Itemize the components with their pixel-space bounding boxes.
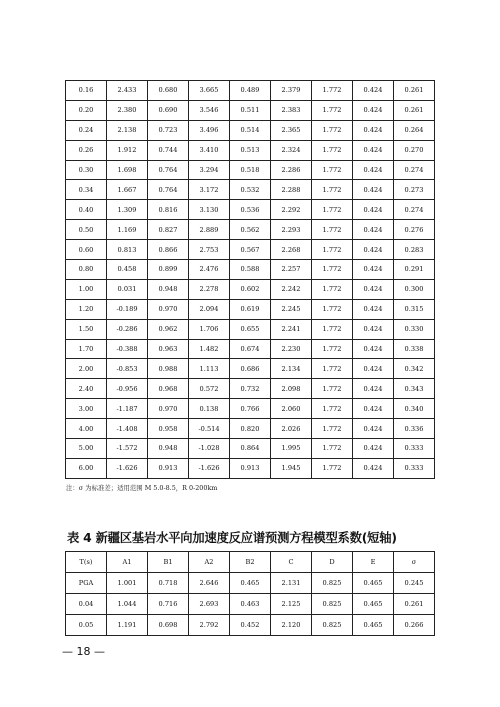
table-cell: 6.00 — [66, 458, 107, 478]
table-cell: 2.241 — [271, 319, 312, 339]
table-cell: 0.340 — [394, 399, 435, 419]
table-cell: 0.24 — [66, 120, 107, 140]
header-sigma: σ — [394, 552, 435, 573]
table-row — [66, 100, 435, 120]
table-row — [66, 359, 435, 379]
header-d: D — [312, 552, 353, 573]
table-row — [66, 279, 435, 299]
table-cell: 0.465 — [353, 573, 394, 594]
table-cell: 1.044 — [107, 594, 148, 615]
table-cell: 0.827 — [148, 220, 189, 240]
table-cell: 0.424 — [353, 439, 394, 459]
table-row — [66, 220, 435, 240]
table-cell: 0.315 — [394, 299, 435, 319]
table-cell: 0.424 — [353, 359, 394, 379]
table-cell: 1.772 — [312, 279, 353, 299]
table-cell: 0.343 — [394, 379, 435, 399]
table-cell: 0.913 — [148, 458, 189, 478]
table-cell: 0.813 — [107, 240, 148, 260]
table-cell: 2.098 — [271, 379, 312, 399]
table-cell: 2.293 — [271, 220, 312, 240]
table-cell: 0.50 — [66, 220, 107, 240]
table-cell: 0.458 — [107, 260, 148, 280]
table-cell: 0.766 — [230, 399, 271, 419]
table-cell: 1.912 — [107, 140, 148, 160]
table-cell: 0.716 — [148, 594, 189, 615]
table-cell: 0.866 — [148, 240, 189, 260]
table-cell: 2.365 — [271, 120, 312, 140]
table-cell: 2.693 — [189, 594, 230, 615]
table-cell: 1.482 — [189, 339, 230, 359]
table-cell: 3.00 — [66, 399, 107, 419]
table-cell: 2.131 — [271, 573, 312, 594]
table-cell: 0.20 — [66, 100, 107, 120]
table-cell: 2.060 — [271, 399, 312, 419]
table-row — [66, 200, 435, 220]
table-cell: 0.270 — [394, 140, 435, 160]
table-cell: 0.266 — [394, 615, 435, 636]
table-cell: 2.242 — [271, 279, 312, 299]
table-cell: 2.138 — [107, 120, 148, 140]
table-row — [66, 379, 435, 399]
table-row — [66, 573, 435, 594]
table-cell: 2.380 — [107, 100, 148, 120]
table-cell: -1.187 — [107, 399, 148, 419]
table-cell: 3.410 — [189, 140, 230, 160]
table-cell: 0.536 — [230, 200, 271, 220]
table-cell: 0.424 — [353, 200, 394, 220]
table-cell: 0.26 — [66, 140, 107, 160]
page-number: — 18 — — [62, 645, 105, 658]
table-cell: 2.286 — [271, 160, 312, 180]
table-cell: 2.134 — [271, 359, 312, 379]
table-cell: 0.899 — [148, 260, 189, 280]
table-cell: 1.772 — [312, 319, 353, 339]
table-cell: -0.514 — [189, 419, 230, 439]
table-cell: 0.333 — [394, 439, 435, 459]
table-row — [66, 260, 435, 280]
table-cell: 2.476 — [189, 260, 230, 280]
table-cell: 1.772 — [312, 180, 353, 200]
table-cell: 0.424 — [353, 279, 394, 299]
table-cell: 0.424 — [353, 399, 394, 419]
table-cell: 0.424 — [353, 260, 394, 280]
header-e: E — [353, 552, 394, 573]
table-cell: 1.706 — [189, 319, 230, 339]
table-cell: -1.408 — [107, 419, 148, 439]
table-cell: 1.772 — [312, 140, 353, 160]
table-cell: 3.130 — [189, 200, 230, 220]
table-cell: 1.772 — [312, 200, 353, 220]
table-cell: 1.772 — [312, 359, 353, 379]
table-cell: 1.772 — [312, 100, 353, 120]
table-cell: 2.288 — [271, 180, 312, 200]
table-cell: 0.567 — [230, 240, 271, 260]
table-cell: 1.698 — [107, 160, 148, 180]
table-cell: 2.889 — [189, 220, 230, 240]
table-cell: 0.342 — [394, 359, 435, 379]
table-cell: 0.424 — [353, 81, 394, 101]
table-row — [66, 594, 435, 615]
table-cell: 0.30 — [66, 160, 107, 180]
header-c: C — [271, 552, 312, 573]
table-cell: 0.424 — [353, 120, 394, 140]
table-row — [66, 140, 435, 160]
table-cell: 1.772 — [312, 81, 353, 101]
table-cell: 1.309 — [107, 200, 148, 220]
table-cell: 0.424 — [353, 379, 394, 399]
table-cell: 0.465 — [353, 594, 394, 615]
table-cell: 2.125 — [271, 594, 312, 615]
table-cell: 0.261 — [394, 100, 435, 120]
table-cell: 0.518 — [230, 160, 271, 180]
table-row — [66, 240, 435, 260]
table-row — [66, 299, 435, 319]
table-cell: 0.723 — [148, 120, 189, 140]
table-row — [66, 419, 435, 439]
table-cell: 0.562 — [230, 220, 271, 240]
table-cell: 0.273 — [394, 180, 435, 200]
table-cell: 0.686 — [230, 359, 271, 379]
table-cell: 0.764 — [148, 180, 189, 200]
table-row — [66, 180, 435, 200]
table-cell: 0.514 — [230, 120, 271, 140]
table-row — [66, 615, 435, 636]
table-cell: 0.511 — [230, 100, 271, 120]
table-cell: 0.333 — [394, 458, 435, 478]
table-cell: 2.646 — [189, 573, 230, 594]
table-row — [66, 399, 435, 419]
table-cell: -0.956 — [107, 379, 148, 399]
table-cell: 0.424 — [353, 339, 394, 359]
table-cell: -0.388 — [107, 339, 148, 359]
table-cell: 0.452 — [230, 615, 271, 636]
table-cell: 1.772 — [312, 439, 353, 459]
header-b2: B2 — [230, 552, 271, 573]
table-cell: 2.292 — [271, 200, 312, 220]
table-cell: 1.995 — [271, 439, 312, 459]
table-cell: 0.948 — [148, 439, 189, 459]
table-row — [66, 339, 435, 359]
table-cell: 1.772 — [312, 299, 353, 319]
table-cell: 1.772 — [312, 339, 353, 359]
table-note: 注：σ 为标准差；适用范围 M 5.0-8.5，R 0-200km — [66, 484, 218, 492]
table-cell: 0.424 — [353, 140, 394, 160]
table-4-header-row — [66, 552, 435, 573]
table-cell: 0.031 — [107, 279, 148, 299]
table-cell: 0.424 — [353, 180, 394, 200]
table-cell: 0.572 — [189, 379, 230, 399]
table-cell: 1.50 — [66, 319, 107, 339]
table-cell: 3.172 — [189, 180, 230, 200]
table-cell: 0.34 — [66, 180, 107, 200]
coefficients-table-body — [66, 81, 435, 479]
table-cell: 2.245 — [271, 299, 312, 319]
table-cell: -1.626 — [107, 458, 148, 478]
table-row — [66, 81, 435, 101]
table-cell: 1.667 — [107, 180, 148, 200]
table-cell: 0.261 — [394, 81, 435, 101]
table-cell: 0.424 — [353, 419, 394, 439]
table-cell: 1.772 — [312, 240, 353, 260]
table-cell: 1.772 — [312, 120, 353, 140]
table-cell: 0.825 — [312, 573, 353, 594]
table-cell: 0.655 — [230, 319, 271, 339]
header-period: T(s) — [66, 552, 107, 573]
table-cell: 2.792 — [189, 615, 230, 636]
table-cell: 0.80 — [66, 260, 107, 280]
table-cell: 0.261 — [394, 594, 435, 615]
table-cell: 2.379 — [271, 81, 312, 101]
table-cell: 0.963 — [148, 339, 189, 359]
table-cell: 0.424 — [353, 100, 394, 120]
table-cell: 1.191 — [107, 615, 148, 636]
table-cell: 0.336 — [394, 419, 435, 439]
table-cell: 1.772 — [312, 458, 353, 478]
table-4 — [65, 551, 435, 636]
table-cell: 2.257 — [271, 260, 312, 280]
table-cell: 0.602 — [230, 279, 271, 299]
header-a2: A2 — [189, 552, 230, 573]
table-cell: 2.120 — [271, 615, 312, 636]
table-cell: 2.278 — [189, 279, 230, 299]
table-cell: 0.513 — [230, 140, 271, 160]
table-cell: 1.001 — [107, 573, 148, 594]
table-cell: 0.424 — [353, 240, 394, 260]
table-cell: 0.274 — [394, 160, 435, 180]
table-cell: 2.324 — [271, 140, 312, 160]
table-cell: 0.489 — [230, 81, 271, 101]
table-cell: 0.330 — [394, 319, 435, 339]
table-cell: -0.286 — [107, 319, 148, 339]
table-cell: 0.465 — [353, 615, 394, 636]
table-cell: 0.05 — [66, 615, 107, 636]
table-cell: 0.825 — [312, 615, 353, 636]
table-cell: 0.970 — [148, 299, 189, 319]
header-b1: B1 — [148, 552, 189, 573]
table-cell: 0.698 — [148, 615, 189, 636]
table-cell: 0.948 — [148, 279, 189, 299]
table-cell: 3.665 — [189, 81, 230, 101]
table-cell: -1.626 — [189, 458, 230, 478]
table-cell: 1.772 — [312, 419, 353, 439]
table-cell: 0.962 — [148, 319, 189, 339]
table-cell: 0.864 — [230, 439, 271, 459]
table-cell: 0.680 — [148, 81, 189, 101]
table-cell: 0.424 — [353, 458, 394, 478]
table-cell: 5.00 — [66, 439, 107, 459]
table-cell: 3.546 — [189, 100, 230, 120]
table-cell: 1.00 — [66, 279, 107, 299]
table-cell: 0.968 — [148, 379, 189, 399]
table-cell: 2.268 — [271, 240, 312, 260]
table-cell: 0.40 — [66, 200, 107, 220]
table-cell: 0.988 — [148, 359, 189, 379]
table-cell: 0.424 — [353, 319, 394, 339]
table-cell: 0.619 — [230, 299, 271, 319]
table-cell: 2.383 — [271, 100, 312, 120]
table-cell: 0.276 — [394, 220, 435, 240]
table-cell: 0.283 — [394, 240, 435, 260]
header-a1: A1 — [107, 552, 148, 573]
coefficients-table-continued — [65, 80, 435, 479]
table-cell: 0.424 — [353, 299, 394, 319]
table-cell: 0.04 — [66, 594, 107, 615]
table-cell: 0.718 — [148, 573, 189, 594]
table-row — [66, 120, 435, 140]
table-cell: 2.40 — [66, 379, 107, 399]
table-cell: 0.338 — [394, 339, 435, 359]
table-cell: -0.189 — [107, 299, 148, 319]
table-cell: 0.820 — [230, 419, 271, 439]
table-cell: 1.772 — [312, 160, 353, 180]
table-cell: 0.674 — [230, 339, 271, 359]
table-cell: 0.16 — [66, 81, 107, 101]
table-cell: 0.970 — [148, 399, 189, 419]
table-cell: 1.772 — [312, 399, 353, 419]
table-4-caption: 表 4 新疆区基岩水平向加速度反应谱预测方程模型系数(短轴) — [67, 531, 397, 545]
table-cell: 0.532 — [230, 180, 271, 200]
table-cell: 0.958 — [148, 419, 189, 439]
table-row — [66, 458, 435, 478]
table-cell: 0.60 — [66, 240, 107, 260]
table-cell: 0.816 — [148, 200, 189, 220]
table-cell: 0.274 — [394, 200, 435, 220]
table-cell: 0.764 — [148, 160, 189, 180]
table-row — [66, 439, 435, 459]
table-cell: 2.230 — [271, 339, 312, 359]
table-cell: 0.732 — [230, 379, 271, 399]
table-cell: 0.291 — [394, 260, 435, 280]
table-row — [66, 160, 435, 180]
table-cell: 2.026 — [271, 419, 312, 439]
table-cell: 0.424 — [353, 220, 394, 240]
table-row — [66, 319, 435, 339]
table-cell: 0.825 — [312, 594, 353, 615]
table-cell: 1.772 — [312, 220, 353, 240]
table-cell: 0.588 — [230, 260, 271, 280]
table-cell: -0.853 — [107, 359, 148, 379]
table-cell: 0.424 — [353, 160, 394, 180]
table-cell: 0.245 — [394, 573, 435, 594]
table-cell: 1.70 — [66, 339, 107, 359]
table-4-body — [66, 573, 435, 636]
table-cell: 3.496 — [189, 120, 230, 140]
table-cell: 1.113 — [189, 359, 230, 379]
table-cell: 3.294 — [189, 160, 230, 180]
table-cell: 1.20 — [66, 299, 107, 319]
table-cell: -1.028 — [189, 439, 230, 459]
table-cell: 0.913 — [230, 458, 271, 478]
table-cell: 2.00 — [66, 359, 107, 379]
table-cell: PGA — [66, 573, 107, 594]
table-cell: 0.138 — [189, 399, 230, 419]
table-cell: 0.463 — [230, 594, 271, 615]
table-cell: 1.169 — [107, 220, 148, 240]
table-cell: 1.772 — [312, 379, 353, 399]
table-cell: -1.572 — [107, 439, 148, 459]
table-cell: 0.300 — [394, 279, 435, 299]
table-cell: 2.094 — [189, 299, 230, 319]
table-cell: 0.465 — [230, 573, 271, 594]
table-cell: 2.433 — [107, 81, 148, 101]
table-cell: 0.264 — [394, 120, 435, 140]
table-cell: 0.690 — [148, 100, 189, 120]
table-cell: 0.744 — [148, 140, 189, 160]
table-cell: 1.772 — [312, 260, 353, 280]
table-cell: 2.753 — [189, 240, 230, 260]
table-cell: 1.945 — [271, 458, 312, 478]
table-cell: 4.00 — [66, 419, 107, 439]
